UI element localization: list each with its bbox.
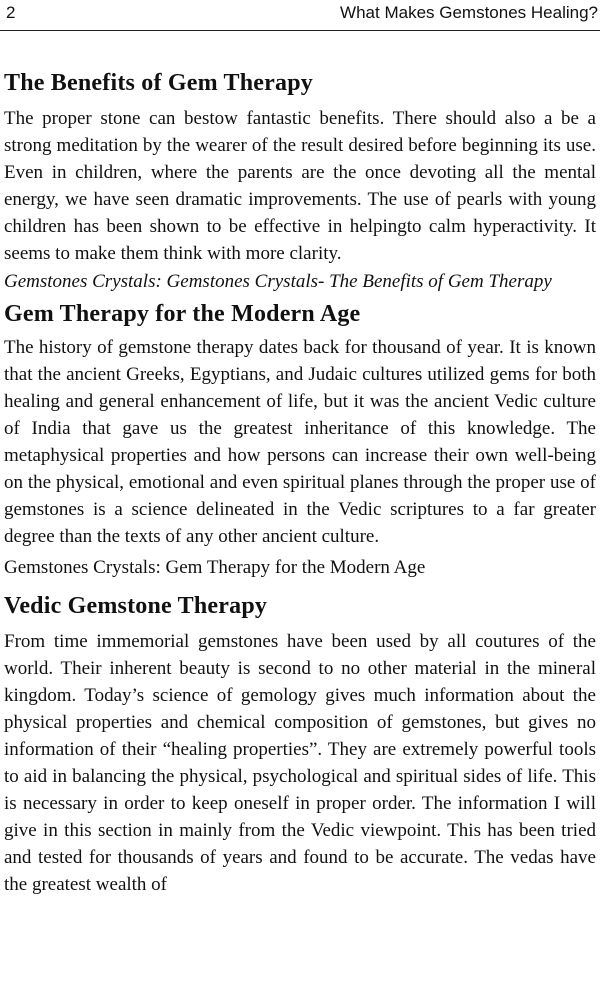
section-heading-benefits: The Benefits of Gem Therapy <box>4 70 313 96</box>
section-heading-vedic: Vedic Gemstone Therapy <box>4 593 268 619</box>
section-source-benefits: Gemstones Crystals: Gemstones Crystals- The Benefits of Gem Therapy <box>4 271 552 292</box>
section-source-modern-age: Gemstones Crystals: Gem Therapy for the Modern Age <box>4 557 426 578</box>
section-body-vedic: From time immemorial gemstones have been used by all coutures of the world. Their inherent beauty is second to no other material in the mineral kingdom. Today’s science of gemology gives much information about the physical properties and chemical composition of gemstones, but gives no information of their “healing properties”. They are extremely powerful tools to aid in balancing the physical, psychological and spiritual sides of life. This is necessary in order to keep oneself in proper order. The information I will give in this section in mainly from the Vedic viewpoint. This has been tried and tested for thousands of years and found to be accurate. The vedas have the greatest wealth of <box>4 631 596 895</box>
section-body-modern-age: The history of gemstone therapy dates back for thousand of year. It is known that the ancient Greeks, Egyptians, and Judaic cultures utilized gems for both healing and general enhancement of life, but it was the ancient Vedic culture of India that gave us the greatest inheritance of this knowledge. The metaphysical properties and how persons can increase their own well-being on the physical, emotional and even spiritual planes through the proper use of gemstones is a science delineated in the Vedic scriptures to a far greater degree than the texts of any other ancient culture. <box>4 337 596 547</box>
page-header <box>0 0 600 31</box>
running-title: What Makes Gemstones Healing? <box>340 3 598 22</box>
page-content <box>4 66 596 898</box>
section-heading-modern-age: Gem Therapy for the Modern Age <box>4 301 361 327</box>
section-body-benefits: The proper stone can bestow fantastic benefits. There should also a be a strong meditation by the wearer of the result desired before beginning its use. Even in children, where the parents are the once devoting all the mental energy, we have seen dramatic improvements. The use of pearls with young children has been shown to be effective in helpingto calm hyperactivity. It seems to make them think with more clarity. <box>4 108 596 264</box>
page-number: 2 <box>6 3 16 22</box>
